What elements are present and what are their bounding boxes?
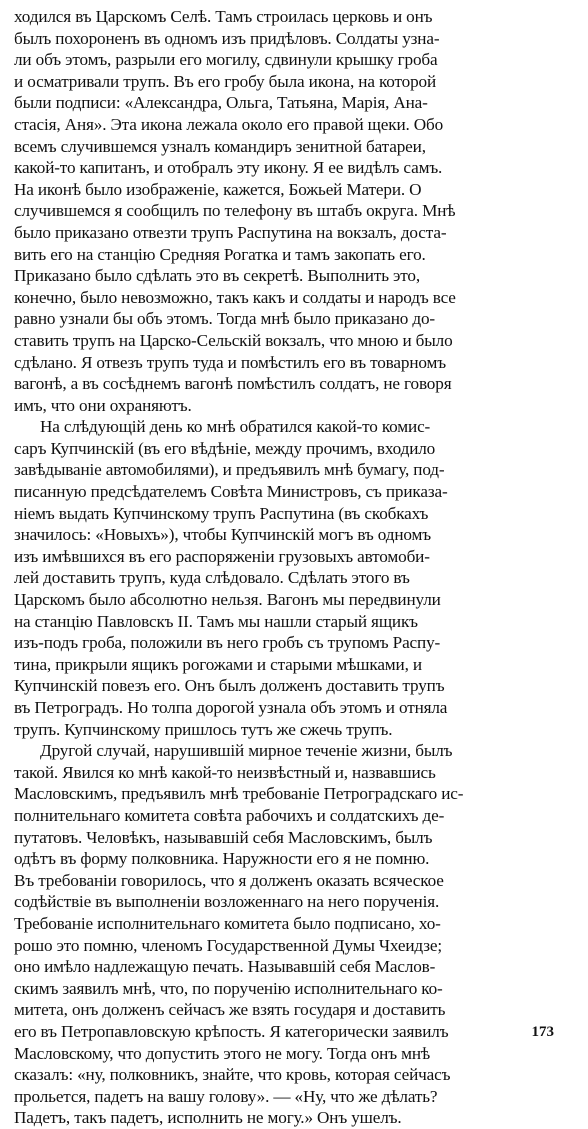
text-line: полнительнаго комитета совѣта рабочихъ и солдатскихъ де-: [14, 805, 445, 825]
text-line: былъ похороненъ въ одномъ изъ придѣловъ. Солдаты узна-: [14, 28, 440, 48]
text-line: сдѣлано. Я отвезъ трупъ туда и помѣстилъ его въ товарномъ: [14, 352, 446, 372]
text-line: вить его на станцію Средняя Рогатка и тамъ закопать его.: [14, 244, 426, 264]
text-line: путатовъ. Человѣкъ, называвшій себя Масловскимъ, былъ: [14, 827, 433, 847]
text-line: изъ имѣвшихся въ его распоряженіи грузовыхъ автомоби-: [14, 546, 430, 566]
text-line: имъ, что они охраняютъ.: [14, 395, 192, 415]
text-line: скимъ заявилъ мнѣ, что, по порученію исполнительнаго ко-: [14, 978, 443, 998]
paragraph: [14, 416, 574, 740]
text-line: конечно, было невозможно, такъ какъ и солдаты и народъ все: [14, 287, 456, 307]
document-page: [14, 6, 574, 1128]
text-line: ніемъ выдать Купчинскому трупъ Распутина (въ скобкахъ: [14, 503, 429, 523]
text-line: такой. Явился ко мнѣ какой-то неизвѣстный и, назвавшись: [14, 762, 436, 782]
text-line: его въ Петропавловскую крѣпость. Я категорически заявилъ: [14, 1021, 449, 1041]
text-line: трупъ. Купчинскому пришлось тутъ же сжечь трупъ.: [14, 719, 393, 739]
text-line: всемъ случившемся узналъ командиръ зенитной батареи,: [14, 136, 426, 156]
text-line: Падетъ, такъ падетъ, исполнить не могу.» Онъ ушелъ.: [14, 1108, 402, 1128]
text-line: ставить трупъ на Царско-Сельскій вокзалъ, что мною и было: [14, 330, 453, 350]
text-body: [14, 6, 574, 1129]
text-line: рошо это помню, членомъ Государственной Думы Чхеидзе;: [14, 935, 442, 955]
text-line: митета, онъ долженъ сейчасъ же взять государя и доставить: [14, 1000, 446, 1020]
text-line: Въ требованіи говорилось, что я долженъ оказать всяческое: [14, 870, 444, 890]
paragraph: [14, 740, 574, 1129]
text-line: равно узнали бы объ этомъ. Тогда мнѣ было приказано до-: [14, 309, 435, 329]
paragraph: [14, 6, 574, 416]
page-number: 173: [531, 1024, 554, 1040]
text-line: сказалъ: «ну, полковникъ, знайте, что кровь, которая сейчасъ: [14, 1065, 451, 1085]
text-line: саръ Купчинскій (въ его вѣдѣніе, между прочимъ, входило: [14, 438, 436, 458]
text-line: какой-то капитанъ, и отобралъ эту икону. Я ее видѣлъ самъ.: [14, 158, 443, 178]
text-line: были подписи: «Александра, Ольга, Татьяна, Марія, Ана-: [14, 93, 428, 113]
text-line: содѣйствіе въ выполненіи возложеннаго на него порученія.: [14, 892, 440, 912]
text-line: и осматривали трупъ. Въ его гробу была икона, на которой: [14, 71, 437, 91]
text-line: изъ-подъ гроба, положили въ него гробъ съ трупомъ Распу-: [14, 633, 441, 653]
text-line: ходился въ Царскомъ Селѣ. Тамъ строилась церковь и онъ: [14, 7, 433, 26]
text-line: въ Петроградъ. Но толпа дорогой узнала объ этомъ и отняла: [14, 698, 448, 717]
text-line: значилось: «Новыхъ»), чтобы Купчинскій могъ въ одномъ: [14, 525, 431, 545]
text-line: Купчинскій повезъ его. Онъ былъ долженъ доставить трупъ: [14, 676, 445, 696]
text-line: прольется, падетъ на вашу голову». — «Ну, что же дѣлать?: [14, 1086, 438, 1106]
text-line: случившемся я сообщилъ по телефону въ штабъ округа. Мнѣ: [14, 201, 456, 221]
text-line: одѣтъ въ форму полковника. Наружности его я не помню.: [14, 849, 430, 869]
text-line: тина, прикрыли ящикъ рогожами и старыми мѣшками, и: [14, 654, 422, 674]
text-line: завѣдываніе автомобилями), и предъявилъ мнѣ бумагу, под-: [14, 460, 445, 480]
text-line: Приказано было сдѣлать это въ секретѣ. Выполнить это,: [14, 266, 421, 286]
text-line: На иконѣ было изображеніе, кажется, Божьей Матери. О: [14, 179, 422, 199]
text-line: Царскомъ было абсолютно нельзя. Вагонъ мы передвинули: [14, 590, 441, 610]
text-line: Другой случай, нарушившій мирное теченіе жизни, былъ: [40, 741, 453, 761]
text-line: было приказано отвезти трупъ Распутина на вокзалъ, доста-: [14, 222, 447, 242]
text-line: писанную предсѣдателемъ Совѣта Министровъ, съ приказа-: [14, 482, 448, 502]
text-line: вагонѣ, а въ сосѣднемъ вагонѣ помѣстилъ солдатъ, не говоря: [14, 374, 452, 394]
text-line: На слѣдующій день ко мнѣ обратился какой-то комис-: [40, 417, 431, 437]
text-line: на станцію Павловскъ II. Тамъ мы нашли старый ящикъ: [14, 611, 418, 631]
text-line: Масловскому, что допустить этого не могу. Тогда онъ мнѣ: [14, 1043, 431, 1063]
text-line: ли объ этомъ, разрыли его могилу, сдвинули крышку гроба: [14, 50, 438, 70]
text-line: Масловскимъ, предъявилъ мнѣ требованіе Петроградскаго ис-: [14, 784, 464, 804]
text-line: Требованіе исполнительнаго комитета было подписано, хо-: [14, 913, 441, 933]
text-line: оно имѣло надлежащую печать. Называвшій себя Маслов-: [14, 957, 436, 977]
text-line: стасія, Аня». Эта икона лежала около его правой щеки. Обо: [14, 114, 444, 134]
text-line: лей доставить трупъ, куда слѣдовало. Сдѣлать этого въ: [14, 568, 410, 588]
